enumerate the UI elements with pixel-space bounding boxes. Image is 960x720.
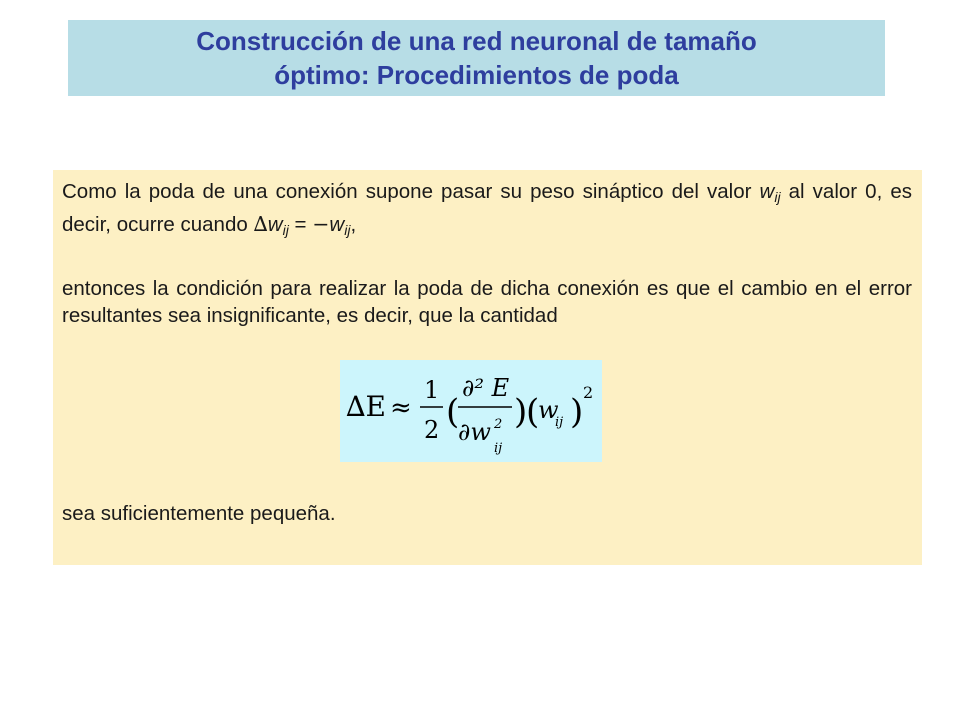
- delta-symbol: ∆: [253, 212, 268, 236]
- formula-w-sub: ij: [555, 415, 564, 430]
- weight-subscript: ij: [774, 189, 781, 205]
- paragraph-conclusion: sea suficientemente pequeña.: [62, 502, 336, 525]
- formula-power-two: 2: [583, 383, 594, 402]
- formula-partial-w-sub: ij: [494, 441, 503, 456]
- formula-second-derivative: ∂² E: [462, 374, 510, 402]
- negative-weight-symbol: w: [329, 213, 345, 236]
- equals-symbol: =: [288, 213, 313, 236]
- comma: ,: [350, 213, 357, 236]
- formula-numerator-one: 1: [424, 376, 440, 404]
- title-line-2: óptimo: Procedimientos de poda: [274, 60, 679, 90]
- delta-weight-subscript: ij: [282, 222, 289, 238]
- formula-w: w: [538, 396, 559, 424]
- paragraph-pruning-definition: [62, 178, 912, 244]
- formula-denominator-two: 2: [424, 416, 440, 444]
- formula-box: [340, 360, 602, 462]
- error-change-formula: [340, 360, 602, 462]
- weight-symbol: w: [759, 180, 775, 203]
- formula-partial-w-sup: 2: [494, 417, 503, 432]
- minus-symbol: −: [312, 212, 330, 236]
- formula-open-paren-outer: (: [446, 392, 460, 432]
- formula-close-paren-outer: ): [514, 392, 528, 432]
- formula-approx: ≈: [390, 393, 412, 423]
- slide-title: [68, 20, 885, 96]
- negative-weight-subscript: ij: [344, 222, 351, 238]
- delta-weight-symbol: w: [267, 213, 283, 236]
- title-line-1: Construcción de una red neuronal de tamaño: [196, 26, 757, 56]
- formula-close-paren-w: ): [570, 392, 584, 432]
- formula-open-paren-w: (: [526, 392, 540, 432]
- content-panel: [53, 170, 922, 565]
- paragraph1-text-a: Como la poda de una conexión supone pasar su peso sináptico del valor: [62, 180, 760, 203]
- paragraph-condition: entonces la condición para realizar la poda de dicha conexión es que el cambio en el error resultantes sea insignificante, es decir, que la cantidad: [62, 277, 912, 327]
- formula-delta-e: ∆E: [346, 390, 386, 423]
- formula-partial-w: ∂w: [458, 418, 491, 446]
- paragraph1-text-b: al valor 0, es decir, ocurre cuando: [62, 180, 912, 236]
